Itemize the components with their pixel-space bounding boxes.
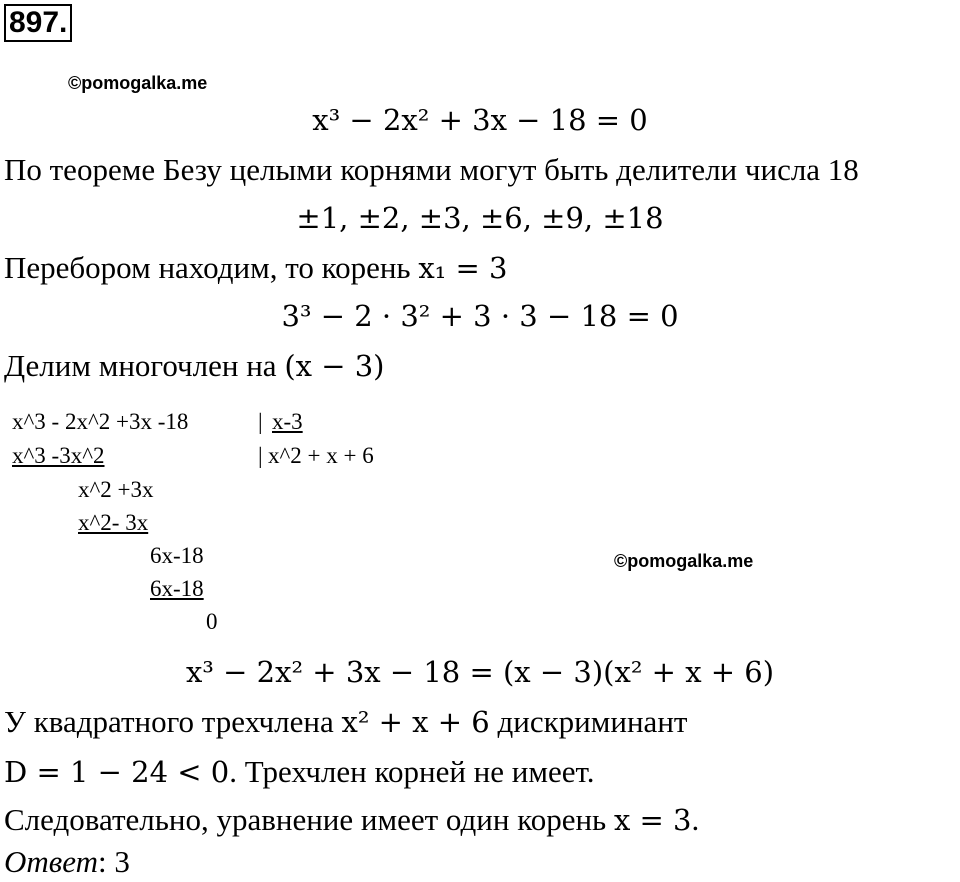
root-check: 3³ − 2 · 3² + 3 · 3 − 18 = 0 xyxy=(281,299,679,333)
division-bar-bottom: | xyxy=(258,443,263,468)
quadratic-text: У квадратного трехчлена xyxy=(4,704,342,739)
problem-number: 897. xyxy=(4,4,72,42)
bezout-text: По теореме Безу целыми корнями могут быть делители числа 18 xyxy=(4,152,859,187)
division-step-1: x^3 -3x^2 xyxy=(12,443,105,468)
division-bar-top: | xyxy=(258,409,263,434)
conclusion-text: Следовательно, уравнение имеет один корень xyxy=(4,802,614,837)
division-remainder-1: x^2 +3x xyxy=(78,477,154,502)
watermark: ©pomogalka.me xyxy=(614,551,754,571)
conclusion-period: . xyxy=(691,802,700,837)
answer-label: Ответ xyxy=(4,844,98,879)
discriminant-line xyxy=(4,752,594,792)
search-text: Перебором находим, то корень xyxy=(4,250,419,285)
divide-text: Делим многочлен на xyxy=(4,348,285,383)
divide-line xyxy=(4,346,385,386)
division-step-3: 6x-18 xyxy=(150,576,204,601)
discriminant-expression: D = 1 − 24 < 0 xyxy=(4,755,230,789)
equation: x³ − 2x² + 3x − 18 = 0 xyxy=(312,103,648,137)
search-line xyxy=(4,248,508,288)
answer-line xyxy=(4,842,130,882)
watermark: ©pomogalka.me xyxy=(68,73,208,93)
conclusion-line xyxy=(4,800,699,840)
factorization: x³ − 2x² + 3x − 18 = (x − 3)(x² + x + 6) xyxy=(185,655,775,689)
division-step-2: x^2- 3x xyxy=(78,510,149,535)
answer-value: : 3 xyxy=(97,844,130,879)
quadratic-line xyxy=(4,702,687,742)
division-quotient: x^2 + x + 6 xyxy=(268,443,374,468)
root-expression: x₁ = 3 xyxy=(418,251,508,285)
divisors-list: ±1, ±2, ±3, ±6, ±9, ±18 xyxy=(296,201,664,235)
quadratic-suffix: дискриминант xyxy=(489,704,688,739)
quadratic-expression: x² + x + 6 xyxy=(341,705,490,739)
divisor-expression: (x − 3) xyxy=(284,349,385,383)
discriminant-text: . Трехчлен корней не имеет. xyxy=(229,754,595,789)
division-dividend: x^3 - 2x^2 +3x -18 xyxy=(12,409,189,434)
division-remainder-2: 6x-18 xyxy=(150,543,204,568)
conclusion-root: x = 3 xyxy=(613,803,692,837)
division-remainder-final: 0 xyxy=(206,609,218,634)
division-divisor: x-3 xyxy=(272,409,303,434)
